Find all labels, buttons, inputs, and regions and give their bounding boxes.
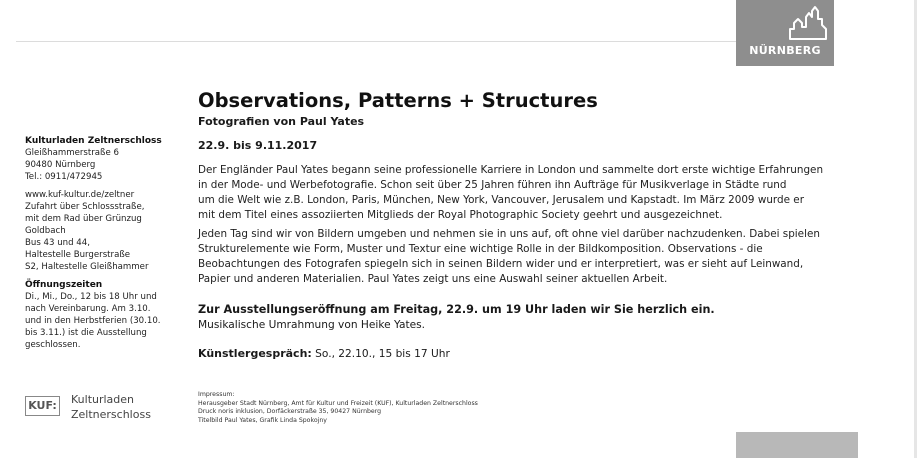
sidebar — [25, 135, 165, 357]
main-content — [198, 89, 838, 360]
exhibition-subtitle: Fotografien von Paul Yates — [198, 115, 365, 128]
kuf-name-line: Zeltnerschloss — [71, 408, 151, 421]
kuf-mark: KUF: — [25, 396, 60, 416]
address-line: 90480 Nürnberg — [25, 160, 96, 170]
impressum-line: Druck noris inklusion, Dorfäckerstraße 35, 90427 Nürnberg — [198, 408, 382, 416]
directions-line: Goldbach — [25, 226, 66, 236]
text-line: Beobachtungen des Fotografen spiegeln sich in seinen Bildern wider und er interpretiert, was er sieht auf Leinwand, — [198, 258, 804, 270]
text-line: Papier und anderen Materialien. Paul Yates zeigt uns eine Auswahl seiner aktuellen Arbeit. — [198, 273, 668, 285]
artist-talk-value: So., 22.10., 15 bis 17 Uhr — [311, 348, 450, 360]
impressum-line: Herausgeber Stadt Nürnberg, Amt für Kultur und Freizeit (KUF), Kulturladen Zeltnerschloss — [198, 399, 478, 407]
directions-line: S2, Haltestelle Gleißhammer — [25, 262, 149, 272]
opening-invitation: Zur Ausstellungseröffnung am Freitag, 22.9. um 19 Uhr laden wir Sie herzlich ein. — [198, 303, 715, 316]
venue-name: Kulturladen Zeltnerschloss — [25, 136, 162, 146]
paragraph-description — [198, 227, 838, 287]
opening-hours — [25, 279, 165, 351]
music-note: Musikalische Umrahmung von Heike Yates. — [198, 319, 426, 331]
text-line: Jeden Tag sind wir von Bildern umgeben und nehmen sie in uns auf, oft ohne viel darüber nachzudenken. Dabei spielen — [198, 228, 820, 240]
hours-line: und in den Herbstferien (30.10. — [25, 316, 161, 326]
directions-line: Zufahrt über Schlossstraße, — [25, 202, 145, 212]
phone: Tel.: 0911/472945 — [25, 172, 103, 182]
directions-line: mit dem Rad über Grünzug — [25, 214, 142, 224]
hours-line: geschlossen. — [25, 340, 81, 350]
castle-icon — [788, 5, 828, 41]
text-line: in der Mode- und Werbefotografie. Schon seit über 25 Jahren führen ihn Aufträge für Musikverlage in Städte rund — [198, 179, 787, 191]
website-link[interactable]: www.kuf-kultur.de/zeltner — [25, 190, 135, 200]
kuf-name-line: Kulturladen — [71, 393, 135, 406]
kuf-name — [71, 392, 151, 422]
impressum — [198, 391, 478, 425]
paragraph-biography — [198, 163, 838, 223]
address-line: Gleißhammerstraße 6 — [25, 148, 119, 158]
directions-line: Bus 43 und 44, — [25, 238, 90, 248]
directions — [25, 189, 165, 273]
text-line: um die Welt wie z.B. London, Paris, München, New York, Vancouver, Jerusalem und Kapstadt. Im März 2009 wurde er — [198, 194, 804, 206]
hours-line: nach Vereinbarung. Am 3.10. — [25, 304, 151, 314]
directions-line: Haltestelle Burgerstraße — [25, 250, 131, 260]
nuernberg-logo — [736, 0, 834, 66]
venue-info — [25, 135, 165, 183]
corner-block — [736, 432, 858, 458]
opening-hours-heading: Öffnungszeiten — [25, 280, 103, 290]
hours-line: Di., Mi., Do., 12 bis 18 Uhr und — [25, 292, 157, 302]
impressum-heading: Impressum: — [198, 391, 235, 398]
exhibition-title: Observations, Patterns + Structures — [198, 89, 598, 112]
text-line: Strukturelemente wie Form, Muster und Textur eine wichtige Rolle in der Bildkomposition. Observations - die — [198, 243, 763, 255]
top-divider-line — [16, 41, 736, 42]
hours-line: bis 3.11.) ist die Ausstellung — [25, 328, 147, 338]
exhibition-dates: 22.9. bis 9.11.2017 — [198, 139, 318, 152]
artist-talk-label: Künstlergespräch: — [198, 347, 312, 360]
artist-talk — [198, 347, 838, 360]
city-name: NÜRNBERG — [749, 44, 821, 57]
text-line: Der Engländer Paul Yates begann seine professionelle Karriere in London und sammelte dort erste wichtige Erfahrungen — [198, 164, 824, 176]
text-line: mit dem Titel eines assoziierten Mitglieds der Royal Photographic Society geehrt und ausgezeichnet. — [198, 209, 723, 221]
impressum-line: Titelbild Paul Yates, Grafik Linda Spokojny — [198, 416, 327, 424]
